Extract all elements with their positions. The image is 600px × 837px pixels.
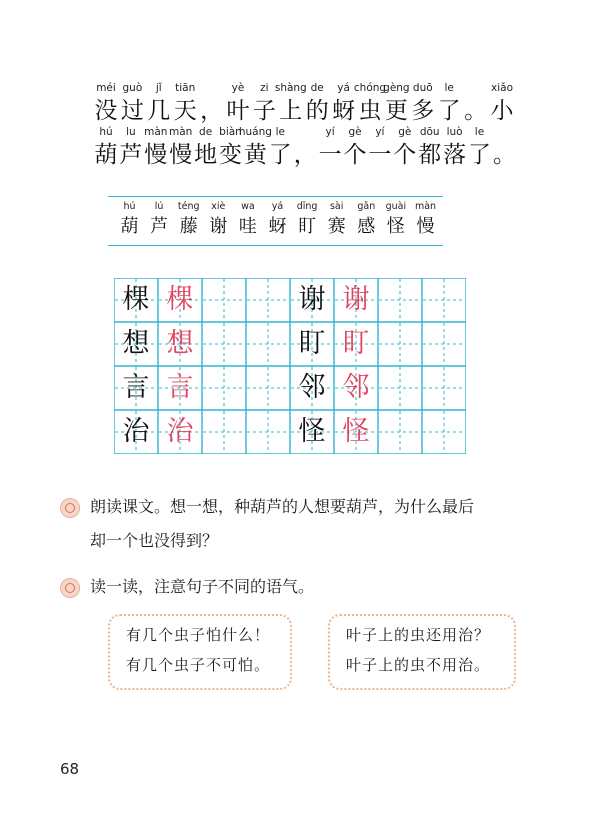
writing-grid (114, 278, 466, 454)
hanzi: 葫 (94, 142, 118, 168)
exercise-2-line-1: 读一读，注意句子不同的语气。 (90, 577, 315, 596)
model-character: 邻 (298, 372, 326, 403)
exercise-1-text (90, 490, 540, 558)
pinyin: hú (99, 126, 113, 138)
hanzi: 谢 (209, 216, 228, 237)
trace-character: 棵 (166, 284, 194, 315)
hanzi: 上 (279, 98, 303, 124)
pinyin: dīng (296, 201, 318, 212)
pinyin: yá (337, 82, 350, 94)
pinyin: le (275, 126, 285, 138)
sentence-right-2: 叶子上的虫不用治。 (346, 656, 491, 674)
pinyin: guài (385, 201, 407, 212)
hanzi: 黄 (243, 142, 267, 168)
hanzi: 个 (393, 142, 417, 168)
new-word-char (379, 200, 412, 240)
pinyin: màn (144, 126, 168, 138)
hanzi: 都 (418, 142, 442, 168)
sentence-box-right (328, 614, 516, 690)
hanzi: 天 (173, 98, 197, 124)
hanzi: 葫 (120, 216, 139, 237)
sentence-box-left (108, 614, 292, 690)
hanzi: 子 (252, 98, 276, 124)
pinyin: sài (329, 201, 344, 212)
hanzi: ， (200, 98, 224, 124)
model-character: 想 (122, 328, 150, 359)
new-word-char (261, 200, 294, 240)
hanzi: 地 (194, 142, 218, 168)
pinyin: biàn (219, 126, 242, 138)
pinyin: hú (123, 201, 136, 212)
hanzi: 更 (384, 98, 408, 124)
pinyin: xiè (211, 201, 226, 212)
hanzi: 了 (437, 98, 461, 124)
new-word-char (202, 200, 235, 240)
text-line-2 (0, 124, 600, 184)
pinyin: méi (96, 82, 116, 94)
hanzi: 。 (464, 98, 488, 124)
hanzi: 过 (120, 98, 144, 124)
sentence-left-2: 有几个虫子不可怕。 (126, 656, 271, 674)
trace-character: 治 (166, 416, 194, 447)
page-number: 68 (60, 760, 80, 778)
new-words-strip (108, 196, 443, 246)
trace-character: 想 (166, 328, 194, 359)
hanzi: 藤 (179, 216, 198, 237)
hanzi: 芦 (150, 216, 169, 237)
model-character: 怪 (298, 416, 326, 447)
pinyin: luò (446, 126, 463, 138)
trace-character: 怪 (342, 416, 370, 447)
new-word-char (291, 200, 324, 240)
hanzi: 慢 (144, 142, 168, 168)
hanzi: 了 (268, 142, 292, 168)
pinyin: dōu (419, 126, 440, 138)
sentence-right-1: 叶子上的虫还用治？ (346, 626, 491, 644)
hanzi: 一 (368, 142, 392, 168)
hanzi: 盯 (298, 216, 317, 237)
model-character: 盯 (298, 328, 326, 359)
hanzi: 感 (357, 216, 376, 237)
pinyin: chóng (353, 82, 387, 94)
trace-character: 盯 (342, 328, 370, 359)
model-character: 治 (122, 416, 150, 447)
model-character: 谢 (298, 284, 326, 315)
hanzi: 哇 (238, 216, 257, 237)
pinyin: yí (375, 126, 385, 138)
hanzi: 多 (411, 98, 435, 124)
pinyin: yè (231, 82, 245, 94)
exercise-2 (60, 570, 540, 604)
pinyin: huáng (238, 126, 272, 138)
hanzi: 。 (492, 142, 516, 168)
pinyin: tiān (175, 82, 196, 94)
sentence-left-1: 有几个虫子怕什么！ (126, 626, 271, 644)
exercise-1-line-1: 朗读课文。想一想，种葫芦的人想要葫芦，为什么最后 (90, 497, 475, 516)
pinyin: màn (414, 201, 437, 212)
hanzi: 叶 (226, 98, 250, 124)
pinyin: le (444, 82, 454, 94)
hanzi: 了 (468, 142, 491, 168)
trace-character: 言 (166, 372, 194, 403)
hanzi: 个 (343, 142, 367, 168)
pinyin: shàng (274, 82, 307, 94)
line2-char (484, 124, 524, 170)
pinyin: lú (154, 201, 164, 212)
pinyin: guò (122, 82, 143, 94)
pinyin: gè (348, 126, 362, 138)
pinyin: xiǎo (491, 82, 513, 94)
exercise-1 (60, 490, 540, 558)
line1-char (482, 80, 522, 126)
hanzi: 蚜 (332, 98, 356, 124)
model-character: 棵 (122, 284, 150, 315)
pinyin: gǎn (357, 201, 376, 212)
pinyin: wa (241, 201, 255, 212)
hanzi: 的 (305, 98, 329, 124)
hanzi: 一 (318, 142, 342, 168)
pinyin: yí (325, 126, 335, 138)
hanzi: 慢 (169, 142, 193, 168)
pinyin: téng (177, 201, 200, 212)
exercise-1-line-2: 却一个也没得到？ (90, 531, 219, 550)
pinyin: zi (260, 82, 269, 94)
hanzi: 变 (219, 142, 242, 168)
hanzi: 赛 (327, 216, 346, 237)
trace-character: 邻 (342, 372, 370, 403)
hanzi: 怪 (386, 216, 405, 237)
reading-icon (60, 578, 80, 598)
pinyin: lu (126, 126, 136, 138)
new-word-char (350, 200, 383, 240)
hanzi: ， (293, 142, 317, 168)
hanzi: 慢 (416, 216, 435, 237)
hanzi: 落 (443, 142, 467, 168)
hanzi: 几 (147, 98, 171, 124)
pinyin (484, 124, 524, 140)
new-word-char (320, 200, 353, 240)
new-word-char (409, 200, 442, 240)
pinyin: duō (412, 82, 433, 94)
pinyin: yá (271, 201, 284, 212)
pinyin: màn (169, 126, 193, 138)
recitation-icon (60, 498, 80, 518)
new-word-char (172, 200, 205, 240)
model-character: 言 (122, 372, 150, 403)
pinyin: gèng (383, 82, 410, 94)
exercise-2-text (90, 570, 540, 604)
new-word-char (231, 200, 264, 240)
new-word-char (143, 200, 176, 240)
trace-character: 谢 (342, 284, 370, 315)
pinyin: gè (398, 126, 412, 138)
pinyin: jǐ (155, 82, 162, 94)
new-word-char (113, 200, 146, 240)
hanzi: 小 (490, 98, 514, 124)
hanzi: 虫 (358, 98, 382, 124)
hanzi: 蚜 (268, 216, 287, 237)
pinyin: de (310, 82, 324, 94)
hanzi: 芦 (119, 142, 143, 168)
hanzi: 没 (94, 98, 118, 124)
pinyin: de (199, 126, 213, 138)
pinyin: le (474, 126, 485, 138)
